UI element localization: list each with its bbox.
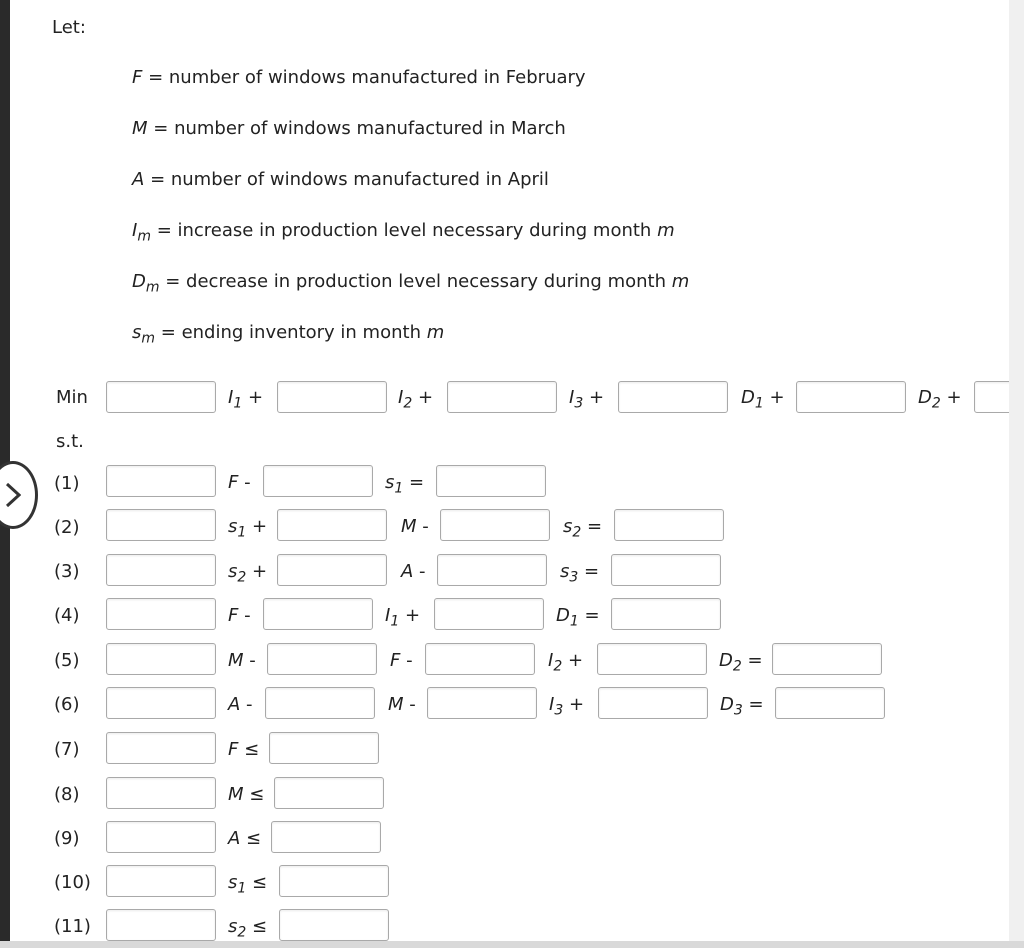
constraint-7-term-F: F ≤ — [228, 739, 260, 760]
definition-I: $I_m$ = increase in production level necessary during month m — [132, 220, 675, 245]
constraint-7-coef-F-input[interactable] — [106, 732, 216, 764]
question-panel — [10, 0, 1009, 941]
intro-text: Let: — [52, 17, 86, 38]
st-label: s.t. — [56, 431, 84, 452]
constraint-5-term-I2: $I_2$ + — [548, 650, 584, 675]
constraint-6-term-D3: $D_3$ = — [720, 694, 764, 719]
constraint-5-label: (5) — [54, 650, 80, 671]
constraint-1-term-s1: $s_1$ = — [385, 472, 425, 497]
constraint-2-rhs-input[interactable] — [614, 509, 724, 541]
constraint-6-label: (6) — [54, 694, 80, 715]
constraint-11-coef-s2-input[interactable] — [106, 909, 216, 941]
constraint-2-coef-s1-input[interactable] — [106, 509, 216, 541]
constraint-6-coef-M-input[interactable] — [265, 687, 375, 719]
constraint-2-label: (2) — [54, 517, 80, 538]
objective-term-I3: $I_3$ + — [569, 387, 605, 412]
constraint-4-coef-F-input[interactable] — [106, 598, 216, 630]
constraint-2-coef-s2-input[interactable] — [440, 509, 550, 541]
constraint-8-rhs-input[interactable] — [274, 777, 384, 809]
constraint-2-term-s1: $s_1$ + — [228, 516, 268, 541]
constraint-4-term-F: F - — [228, 605, 251, 626]
constraint-5-term-M: M - — [228, 650, 256, 671]
constraint-5-coef-I2-input[interactable] — [425, 643, 535, 675]
constraint-5-term-D2: $D_2$ = — [719, 650, 763, 675]
objective-coef-D3-input[interactable] — [974, 381, 1009, 413]
definition-M: M = number of windows manufactured in March — [132, 118, 566, 139]
constraint-3-rhs-input[interactable] — [611, 554, 721, 586]
constraint-1-label: (1) — [54, 473, 80, 494]
constraint-1-coef-F-input[interactable] — [106, 465, 216, 497]
constraint-3-term-s3: $s_3$ = — [560, 561, 600, 586]
constraint-11-rhs-input[interactable] — [279, 909, 389, 941]
constraint-10-coef-s1-input[interactable] — [106, 865, 216, 897]
constraint-6-coef-A-input[interactable] — [106, 687, 216, 719]
constraint-11-term-s2: $s_2$ ≤ — [228, 916, 268, 941]
constraint-5-coef-D2-input[interactable] — [597, 643, 707, 675]
constraint-1-term-F: F - — [228, 472, 251, 493]
constraint-2-term-M: M - — [401, 516, 429, 537]
constraint-3-coef-s3-input[interactable] — [437, 554, 547, 586]
constraint-3-label: (3) — [54, 561, 80, 582]
objective-coef-D1-input[interactable] — [618, 381, 728, 413]
objective-term-I1: $I_1$ + — [228, 387, 264, 412]
constraint-1-coef-s1-input[interactable] — [263, 465, 373, 497]
objective-coef-D2-input[interactable] — [796, 381, 906, 413]
constraint-8-coef-M-input[interactable] — [106, 777, 216, 809]
objective-term-D2: $D_2$ + — [918, 387, 962, 412]
constraint-2-term-s2: $s_2$ = — [563, 516, 603, 541]
constraint-7-rhs-input[interactable] — [269, 732, 379, 764]
constraint-3-coef-s2-input[interactable] — [106, 554, 216, 586]
objective-coef-I2-input[interactable] — [277, 381, 387, 413]
objective-coef-I3-input[interactable] — [447, 381, 557, 413]
constraint-5-coef-M-input[interactable] — [106, 643, 216, 675]
constraint-4-term-I1: $I_1$ + — [385, 605, 421, 630]
constraint-4-coef-D1-input[interactable] — [434, 598, 544, 630]
constraint-6-coef-I3-input[interactable] — [427, 687, 537, 719]
constraint-9-coef-A-input[interactable] — [106, 821, 216, 853]
definition-D: $D_m$ = decrease in production level necessary during month m — [132, 271, 690, 296]
constraint-5-term-F: F - — [390, 650, 413, 671]
constraint-9-term-A: A ≤ — [228, 828, 262, 849]
constraint-4-term-D1: $D_1$ = — [556, 605, 600, 630]
constraint-10-rhs-input[interactable] — [279, 865, 389, 897]
objective-label: Min — [56, 387, 88, 408]
objective-coef-I1-input[interactable] — [106, 381, 216, 413]
constraint-10-term-s1: $s_1$ ≤ — [228, 872, 268, 897]
constraint-10-label: (10) — [54, 872, 91, 893]
constraint-3-coef-A-input[interactable] — [277, 554, 387, 586]
constraint-4-coef-I1-input[interactable] — [263, 598, 373, 630]
chevron-right-icon — [5, 482, 21, 508]
constraint-8-term-M: M ≤ — [228, 784, 265, 805]
constraint-1-rhs-input[interactable] — [436, 465, 546, 497]
objective-term-I2: $I_2$ + — [398, 387, 434, 412]
constraint-4-rhs-input[interactable] — [611, 598, 721, 630]
constraint-9-label: (9) — [54, 828, 80, 849]
constraint-5-rhs-input[interactable] — [772, 643, 882, 675]
constraint-9-rhs-input[interactable] — [271, 821, 381, 853]
constraint-6-term-A: A - — [228, 694, 253, 715]
constraint-6-rhs-input[interactable] — [775, 687, 885, 719]
constraint-8-label: (8) — [54, 784, 80, 805]
constraint-2-coef-M-input[interactable] — [277, 509, 387, 541]
constraint-5-coef-F-input[interactable] — [267, 643, 377, 675]
constraint-6-term-I3: $I_3$ + — [549, 694, 585, 719]
constraint-6-term-M: M - — [388, 694, 416, 715]
constraint-7-label: (7) — [54, 739, 80, 760]
bottom-border — [0, 941, 1024, 948]
definition-A: A = number of windows manufactured in April — [132, 169, 549, 190]
right-scrollbar-gutter — [1009, 0, 1024, 948]
objective-term-D1: $D_1$ + — [741, 387, 785, 412]
definition-s: $s_m$ = ending inventory in month m — [132, 322, 445, 347]
constraint-3-term-A: A - — [401, 561, 426, 582]
definition-F: F = number of windows manufactured in February — [132, 67, 586, 88]
constraint-11-label: (11) — [54, 916, 91, 937]
constraint-3-term-s2: $s_2$ + — [228, 561, 268, 586]
constraint-6-coef-D3-input[interactable] — [598, 687, 708, 719]
constraint-4-label: (4) — [54, 605, 80, 626]
